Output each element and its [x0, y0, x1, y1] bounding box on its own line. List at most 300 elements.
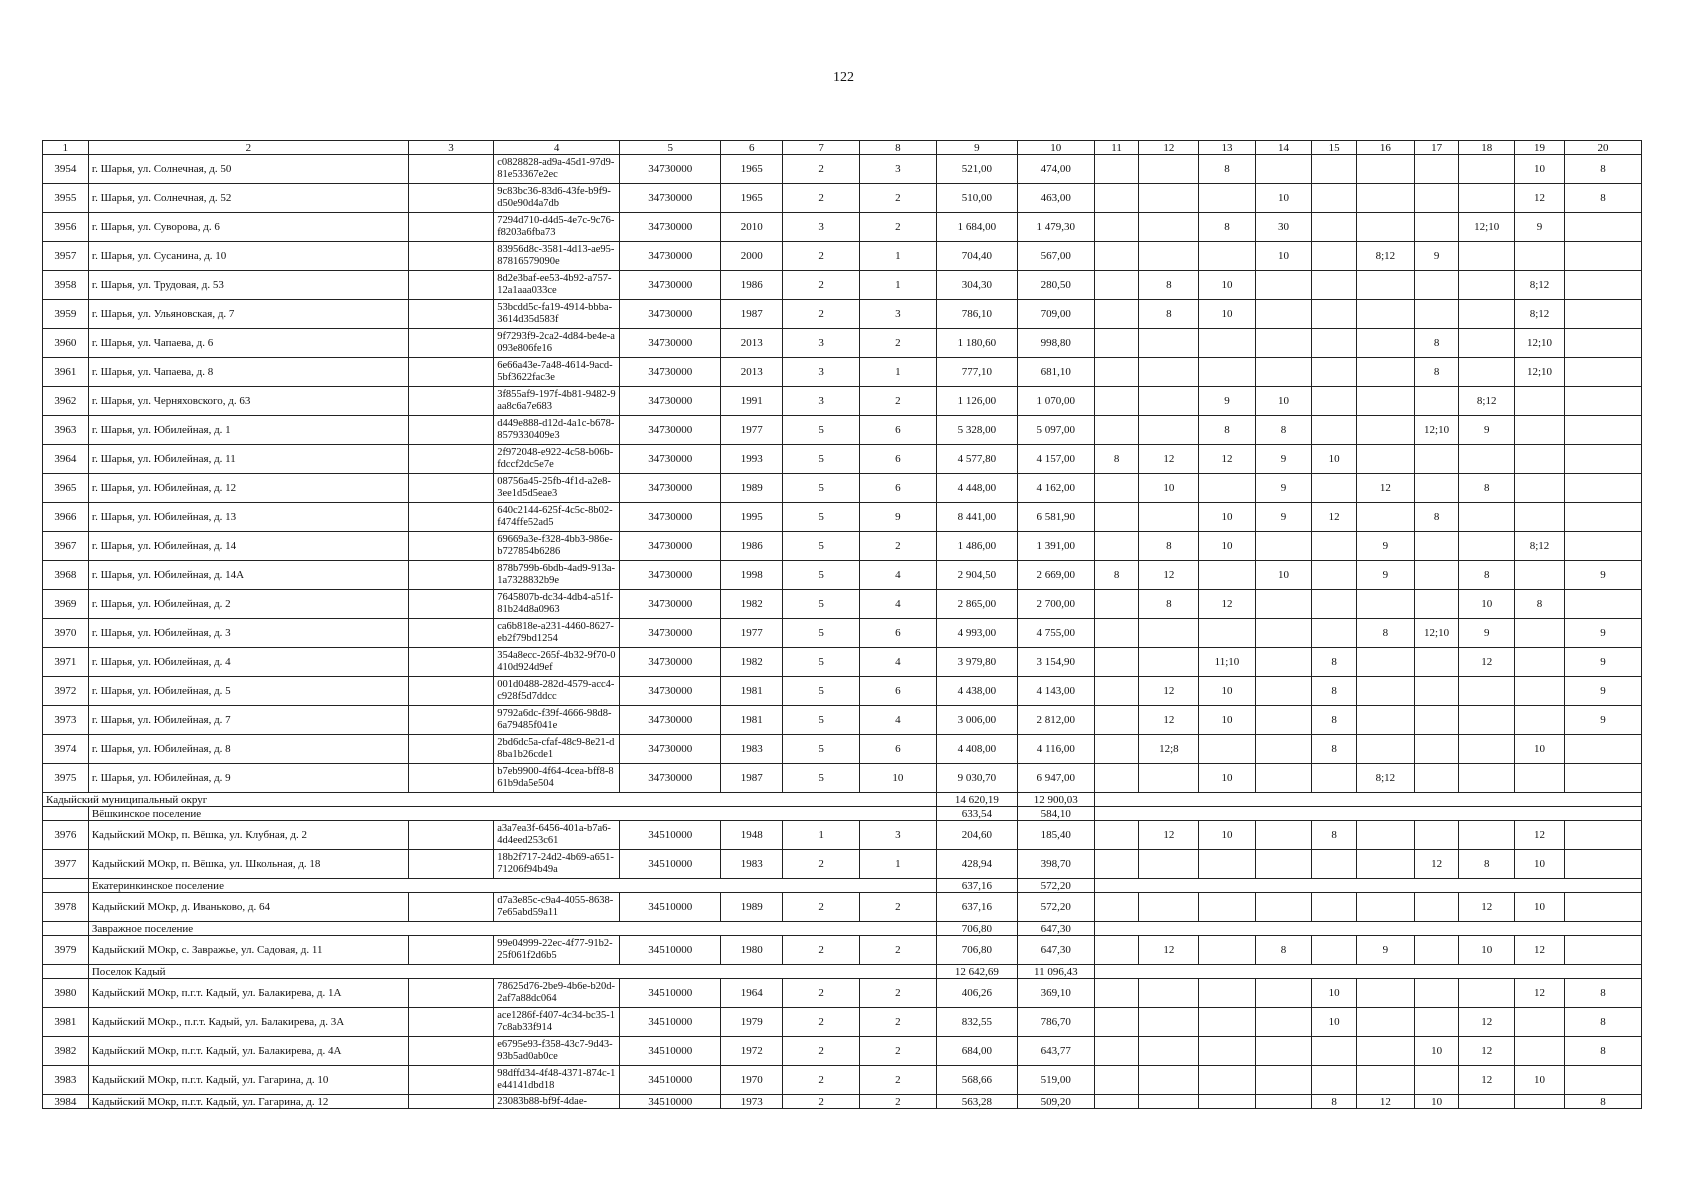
column-header: 16: [1357, 141, 1415, 155]
table-cell: 34730000: [620, 271, 721, 300]
table-cell: 2: [783, 1037, 860, 1066]
table-cell: 5: [783, 764, 860, 793]
table-cell: 8: [1139, 271, 1199, 300]
table-cell: 8d2e3baf-ee53-4b92-a757-12a1aaa033ce: [494, 271, 620, 300]
table-cell: e6795e93-f358-43c7-9d43-93b5ad0ab0ce: [494, 1037, 620, 1066]
table-cell: 2010: [721, 213, 783, 242]
table-cell: 8;12: [1514, 532, 1564, 561]
table-cell: г. Шарья, ул. Трудовая, д. 53: [88, 271, 408, 300]
table-cell: 510,00: [936, 184, 1017, 213]
table-cell: [1255, 300, 1312, 329]
table-cell: [1459, 677, 1514, 706]
table-cell: [408, 1037, 493, 1066]
table-cell: 12: [1139, 821, 1199, 850]
table-cell: 12;10: [1414, 416, 1459, 445]
table-cell: [1094, 213, 1139, 242]
table-cell: [1565, 590, 1642, 619]
table-cell: [1459, 821, 1514, 850]
table-cell: 3971: [43, 648, 89, 677]
table-cell: 6: [860, 445, 937, 474]
table-cell: 1987: [721, 764, 783, 793]
table-cell: 1986: [721, 532, 783, 561]
table-cell: [408, 1095, 493, 1109]
table-cell: 4 162,00: [1017, 474, 1094, 503]
table-cell: 34730000: [620, 445, 721, 474]
table-cell: 8: [1414, 329, 1459, 358]
table-cell: 1989: [721, 893, 783, 922]
table-cell: 777,10: [936, 358, 1017, 387]
table-cell: г. Шарья, ул. Юбилейная, д. 9: [88, 764, 408, 793]
table-cell: 8 441,00: [936, 503, 1017, 532]
table-cell: [1199, 619, 1256, 648]
table-cell: 34730000: [620, 735, 721, 764]
table-cell: 12;10: [1414, 619, 1459, 648]
table-cell: [1357, 1066, 1415, 1095]
table-cell: 2: [860, 532, 937, 561]
table-cell: 8: [1139, 300, 1199, 329]
table-cell: 304,30: [936, 271, 1017, 300]
table-cell: 6: [860, 677, 937, 706]
table-cell: [1357, 271, 1415, 300]
table-cell: [1094, 1095, 1139, 1109]
table-cell: 5 328,00: [936, 416, 1017, 445]
table-cell: 9: [1459, 619, 1514, 648]
table-cell: [1255, 1066, 1312, 1095]
table-cell: [1514, 242, 1564, 271]
table-cell: 10: [1255, 387, 1312, 416]
table-cell: 1977: [721, 619, 783, 648]
table-cell: 10: [1199, 706, 1256, 735]
table-cell: 8;12: [1514, 300, 1564, 329]
table-cell: 7294d710-d4d5-4e7c-9c76-f8203a6fba73: [494, 213, 620, 242]
table-cell: [1312, 532, 1357, 561]
table-cell: [1094, 821, 1139, 850]
table-cell: [1094, 416, 1139, 445]
table-cell: 3955: [43, 184, 89, 213]
table-cell: [1312, 184, 1357, 213]
table-cell: 1981: [721, 677, 783, 706]
table-cell: Кадыйский МОкр, д. Иваньково, д. 64: [88, 893, 408, 922]
table-row: [43, 532, 1642, 561]
table-cell: [1414, 1066, 1459, 1095]
table-cell: 69669a3e-f328-4bb3-986e-b727854b6286: [494, 532, 620, 561]
table-cell: 3968: [43, 561, 89, 590]
table-cell: 3983: [43, 1066, 89, 1095]
column-header: 12: [1139, 141, 1199, 155]
table-cell: [1139, 358, 1199, 387]
table-cell: [43, 879, 89, 893]
table-cell: [1094, 735, 1139, 764]
table-cell: [1459, 503, 1514, 532]
table-cell: [1199, 561, 1256, 590]
table-row: [43, 242, 1642, 271]
table-cell: [1094, 893, 1139, 922]
table-cell: 10: [1255, 242, 1312, 271]
column-header: 15: [1312, 141, 1357, 155]
table-cell: c0828828-ad9a-45d1-97d9-81e53367e2ec: [494, 155, 620, 184]
table-cell: [408, 358, 493, 387]
column-header: 14: [1255, 141, 1312, 155]
table-cell: 2: [860, 979, 937, 1008]
column-header: 7: [783, 141, 860, 155]
table-cell: г. Шарья, ул. Юбилейная, д. 3: [88, 619, 408, 648]
table-cell: 3973: [43, 706, 89, 735]
column-header: 5: [620, 141, 721, 155]
table-cell: 8;12: [1357, 764, 1415, 793]
table-cell: [1565, 821, 1642, 850]
table-cell: 10: [1312, 445, 1357, 474]
table-cell: 521,00: [936, 155, 1017, 184]
table-cell: [408, 532, 493, 561]
table-cell: 10: [1459, 590, 1514, 619]
table-cell: 8: [1565, 1095, 1642, 1109]
table-cell: [1312, 590, 1357, 619]
table-row: [43, 619, 1642, 648]
column-header: 4: [494, 141, 620, 155]
table-cell: 1980: [721, 936, 783, 965]
table-cell: [408, 300, 493, 329]
table-cell: 1 391,00: [1017, 532, 1094, 561]
table-cell: [408, 474, 493, 503]
area-total: 11 096,43: [1017, 965, 1094, 979]
table-cell: 12: [1199, 445, 1256, 474]
table-row: [43, 213, 1642, 242]
table-cell: [1255, 155, 1312, 184]
table-cell: 1977: [721, 416, 783, 445]
table-cell: [1514, 416, 1564, 445]
table-cell: 9: [1414, 242, 1459, 271]
table-cell: 878b799b-6bdb-4ad9-913a-1a7328832b9e: [494, 561, 620, 590]
table-cell: 2: [783, 979, 860, 1008]
table-cell: 647,30: [1017, 936, 1094, 965]
area-total: 706,80: [936, 922, 1017, 936]
table-cell: [1199, 979, 1256, 1008]
table-cell: [1094, 1008, 1139, 1037]
table-cell: г. Шарья, ул. Юбилейная, д. 5: [88, 677, 408, 706]
table-cell: 1979: [721, 1008, 783, 1037]
table-cell: [1094, 387, 1139, 416]
table-cell: [1414, 213, 1459, 242]
table-cell: [1514, 1037, 1564, 1066]
table-cell: [1094, 155, 1139, 184]
table-cell: 2: [860, 1037, 937, 1066]
table-cell: 34730000: [620, 619, 721, 648]
table-cell: [1414, 936, 1459, 965]
table-cell: [1565, 936, 1642, 965]
table-cell: 10: [1139, 474, 1199, 503]
table-cell: 1991: [721, 387, 783, 416]
table-cell: [1312, 936, 1357, 965]
table-cell: [1139, 213, 1199, 242]
table-cell: 3974: [43, 735, 89, 764]
table-row: [43, 979, 1642, 1008]
table-cell: a3a7ea3f-6456-401a-b7a6-4d4eed253c61: [494, 821, 620, 850]
table-cell: 398,70: [1017, 850, 1094, 879]
table-cell: [1312, 850, 1357, 879]
table-cell: [1139, 648, 1199, 677]
table-cell: 5: [783, 677, 860, 706]
table-cell: [1312, 242, 1357, 271]
table-cell: 2: [783, 1095, 860, 1109]
table-cell: [1565, 764, 1642, 793]
table-cell: 34730000: [620, 213, 721, 242]
table-cell: 9f7293f9-2ca2-4d84-be4e-a093e806fe16: [494, 329, 620, 358]
table-cell: [1414, 706, 1459, 735]
area-total: 12 900,03: [1017, 793, 1094, 807]
table-cell: 1983: [721, 735, 783, 764]
table-cell: [1094, 474, 1139, 503]
table-cell: 2: [783, 184, 860, 213]
table-cell: 9: [1459, 416, 1514, 445]
table-cell: 3980: [43, 979, 89, 1008]
table-cell: 8: [1459, 474, 1514, 503]
table-cell: 3966: [43, 503, 89, 532]
table-cell: 3975: [43, 764, 89, 793]
table-cell: [1094, 329, 1139, 358]
table-cell: [408, 764, 493, 793]
table-cell: [43, 807, 89, 821]
table-cell: [1459, 155, 1514, 184]
table-cell: [1094, 965, 1641, 979]
table-cell: Кадыйский МОкр, п. Вёшка, ул. Клубная, д. 2: [88, 821, 408, 850]
table-cell: 8: [1255, 936, 1312, 965]
table-cell: 2bd6dc5a-cfaf-48c9-8e21-d8ba1b26cde1: [494, 735, 620, 764]
table-header: [43, 141, 1642, 155]
table-cell: 8: [1565, 1008, 1642, 1037]
table-cell: 34730000: [620, 416, 721, 445]
table-cell: 5: [783, 735, 860, 764]
table-cell: [1514, 648, 1564, 677]
settlement-total-row: [43, 807, 1642, 821]
table-cell: [1199, 936, 1256, 965]
table-cell: 9: [1514, 213, 1564, 242]
table-row: [43, 1095, 1642, 1109]
table-cell: [1459, 979, 1514, 1008]
table-cell: [1459, 1095, 1514, 1109]
table-cell: 10: [1199, 532, 1256, 561]
table-cell: 9: [1255, 445, 1312, 474]
table-cell: 572,20: [1017, 893, 1094, 922]
table-cell: [1514, 561, 1564, 590]
table-cell: 10: [1199, 821, 1256, 850]
table-cell: [1094, 358, 1139, 387]
table-cell: 5 097,00: [1017, 416, 1094, 445]
table-cell: 4 755,00: [1017, 619, 1094, 648]
table-cell: г. Шарья, ул. Солнечная, д. 50: [88, 155, 408, 184]
table-cell: 8: [1139, 532, 1199, 561]
column-header: 8: [860, 141, 937, 155]
table-cell: 706,80: [936, 936, 1017, 965]
table-cell: [1199, 1008, 1256, 1037]
table-cell: 9: [1357, 936, 1415, 965]
table-cell: 2 812,00: [1017, 706, 1094, 735]
table-cell: 2013: [721, 329, 783, 358]
table-cell: 8: [1414, 358, 1459, 387]
table-cell: [1414, 1008, 1459, 1037]
table-cell: [1459, 184, 1514, 213]
table-cell: 3: [860, 821, 937, 850]
table-cell: 4 448,00: [936, 474, 1017, 503]
table-cell: 12: [1139, 936, 1199, 965]
table-cell: 1993: [721, 445, 783, 474]
table-cell: [1357, 677, 1415, 706]
table-cell: [1255, 271, 1312, 300]
table-cell: 34730000: [620, 242, 721, 271]
table-cell: [1255, 706, 1312, 735]
table-cell: [1459, 735, 1514, 764]
table-cell: [408, 936, 493, 965]
table-cell: [1094, 936, 1139, 965]
table-cell: 509,20: [1017, 1095, 1094, 1109]
table-cell: [1139, 387, 1199, 416]
table-row: [43, 590, 1642, 619]
table-cell: 2: [783, 936, 860, 965]
table-cell: 2: [783, 300, 860, 329]
table-cell: 12: [1357, 474, 1415, 503]
table-cell: 9: [1565, 648, 1642, 677]
table-cell: [1414, 445, 1459, 474]
table-cell: 6 581,90: [1017, 503, 1094, 532]
table-cell: [1312, 474, 1357, 503]
table-cell: 10: [1255, 184, 1312, 213]
table-cell: [1414, 764, 1459, 793]
table-cell: 12;10: [1514, 358, 1564, 387]
table-cell: [1255, 1095, 1312, 1109]
table-cell: 34730000: [620, 155, 721, 184]
table-cell: [1357, 735, 1415, 764]
table-cell: [1255, 329, 1312, 358]
table-cell: 4 438,00: [936, 677, 1017, 706]
table-row: [43, 445, 1642, 474]
table-cell: [408, 1008, 493, 1037]
table-cell: 34510000: [620, 1037, 721, 1066]
table-cell: [1514, 1008, 1564, 1037]
table-cell: 369,10: [1017, 979, 1094, 1008]
table-cell: [1565, 893, 1642, 922]
table-cell: 5: [783, 445, 860, 474]
table-cell: 2: [783, 271, 860, 300]
table-cell: [1255, 532, 1312, 561]
table-cell: 10: [1414, 1037, 1459, 1066]
table-cell: [1094, 532, 1139, 561]
table-cell: 8;12: [1459, 387, 1514, 416]
table-row: [43, 1008, 1642, 1037]
table-cell: [1514, 677, 1564, 706]
table-cell: 1 684,00: [936, 213, 1017, 242]
table-cell: [1094, 1066, 1139, 1095]
table-cell: [1139, 764, 1199, 793]
table-cell: 3961: [43, 358, 89, 387]
table-cell: [408, 416, 493, 445]
table-cell: 1 070,00: [1017, 387, 1094, 416]
table-cell: 563,28: [936, 1095, 1017, 1109]
table-cell: 10: [1199, 300, 1256, 329]
table-cell: 10: [1514, 735, 1564, 764]
table-row: [43, 764, 1642, 793]
table-cell: г. Шарья, ул. Солнечная, д. 52: [88, 184, 408, 213]
table-cell: 4: [860, 648, 937, 677]
table-cell: [408, 271, 493, 300]
table-cell: 568,66: [936, 1066, 1017, 1095]
table-cell: [1357, 416, 1415, 445]
table-cell: 786,70: [1017, 1008, 1094, 1037]
table-cell: 10: [1312, 1008, 1357, 1037]
housing-register-table: [42, 140, 1642, 1109]
table-cell: [1357, 300, 1415, 329]
table-row: [43, 677, 1642, 706]
table-cell: 2000: [721, 242, 783, 271]
table-cell: Кадыйский МОкр., п.г.т. Кадый, ул. Балакирева, д. 3А: [88, 1008, 408, 1037]
table-cell: 34510000: [620, 1066, 721, 1095]
table-cell: [1565, 850, 1642, 879]
table-cell: [1565, 387, 1642, 416]
table-cell: г. Шарья, ул. Юбилейная, д. 11: [88, 445, 408, 474]
table-cell: 4 577,80: [936, 445, 1017, 474]
table-cell: [1199, 329, 1256, 358]
table-cell: 34730000: [620, 590, 721, 619]
table-cell: 2: [860, 329, 937, 358]
table-cell: 519,00: [1017, 1066, 1094, 1095]
table-cell: [1199, 850, 1256, 879]
table-cell: 8: [1199, 416, 1256, 445]
table-cell: [43, 922, 89, 936]
table-cell: Кадыйский МОкр, п. Вёшка, ул. Школьная, д. 18: [88, 850, 408, 879]
table-cell: 12: [1139, 706, 1199, 735]
table-cell: 9: [1565, 677, 1642, 706]
table-cell: 8: [1459, 561, 1514, 590]
table-row: [43, 1066, 1642, 1095]
table-cell: [1414, 184, 1459, 213]
table-cell: 98dffd34-4f48-4371-874c-1e44141dbd18: [494, 1066, 620, 1095]
table-row: [43, 155, 1642, 184]
table-cell: [408, 387, 493, 416]
area-total: 633,54: [936, 807, 1017, 821]
table-cell: [1357, 184, 1415, 213]
table-cell: 3969: [43, 590, 89, 619]
table-cell: 3984: [43, 1095, 89, 1109]
table-cell: [1139, 979, 1199, 1008]
table-cell: [1565, 503, 1642, 532]
table-cell: 5: [783, 590, 860, 619]
table-cell: г. Шарья, ул. Юбилейная, д. 14А: [88, 561, 408, 590]
table-cell: [1312, 1066, 1357, 1095]
table-cell: [1312, 387, 1357, 416]
table-cell: 34510000: [620, 850, 721, 879]
table-cell: [1357, 648, 1415, 677]
table-cell: 1986: [721, 271, 783, 300]
table-cell: 280,50: [1017, 271, 1094, 300]
table-cell: [1255, 764, 1312, 793]
table-cell: [1139, 619, 1199, 648]
table-cell: 12: [1514, 936, 1564, 965]
table-cell: [1459, 242, 1514, 271]
table-cell: 12;8: [1139, 735, 1199, 764]
table-row: [43, 358, 1642, 387]
table-cell: [1357, 213, 1415, 242]
table-cell: 5: [783, 561, 860, 590]
table-cell: 8: [1565, 155, 1642, 184]
table-cell: 3: [783, 387, 860, 416]
settlement-total-row: [43, 922, 1642, 936]
table-cell: 12: [1357, 1095, 1415, 1109]
table-cell: [1312, 271, 1357, 300]
table-cell: 12: [1414, 850, 1459, 879]
table-cell: 34730000: [620, 648, 721, 677]
table-cell: [1357, 445, 1415, 474]
settlement-name: Завражное поселение: [88, 922, 936, 936]
table-cell: 9: [1255, 474, 1312, 503]
settlement-total-row: [43, 965, 1642, 979]
